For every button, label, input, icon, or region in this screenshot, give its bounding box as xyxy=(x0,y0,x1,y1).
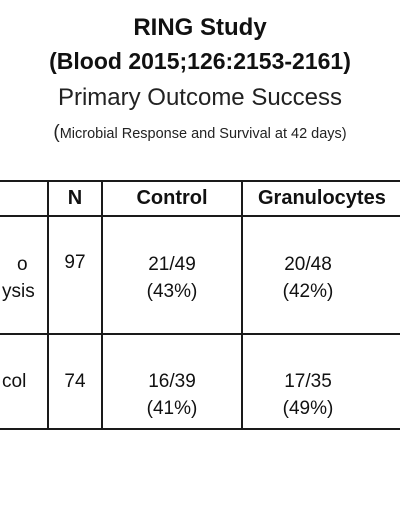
table-top-border xyxy=(0,180,400,182)
open-paren: ( xyxy=(53,122,60,143)
table-bottom-border xyxy=(0,428,400,430)
row-1-gran-fraction: 20/48 xyxy=(284,254,332,275)
row-2-gran-percent: (49%) xyxy=(282,398,334,419)
row-1-label-line2: ysis xyxy=(2,281,35,302)
header-bottom-border xyxy=(0,215,400,217)
citation: (Blood 2015;126:2153-2161) xyxy=(49,48,351,74)
row-2-label-line1: col xyxy=(2,371,27,392)
study-title: RING Study xyxy=(133,14,267,41)
row-1-n: 97 xyxy=(64,252,86,273)
row-1-control-fraction: 21/49 xyxy=(148,254,196,275)
row-2-n: 74 xyxy=(64,371,86,392)
row-1-label-line1: o xyxy=(17,254,28,275)
outcome-subheading-text: Microbial Response and Survival at 42 days) xyxy=(59,126,347,142)
row-1-control-percent: (43%) xyxy=(146,281,198,302)
outcome-heading: Primary Outcome Success xyxy=(57,84,343,111)
row-2-control-fraction: 16/39 xyxy=(148,371,196,392)
row-2-control-percent: (41%) xyxy=(146,398,198,419)
header-control: Control xyxy=(136,187,208,209)
row-1-gran-percent: (42%) xyxy=(282,281,334,302)
row-divider xyxy=(0,333,400,335)
header-n: N xyxy=(67,187,83,209)
row-2-gran-fraction: 17/35 xyxy=(284,371,332,392)
outcome-subheading xyxy=(0,122,400,144)
header-granulocytes: Granulocytes xyxy=(258,187,386,209)
